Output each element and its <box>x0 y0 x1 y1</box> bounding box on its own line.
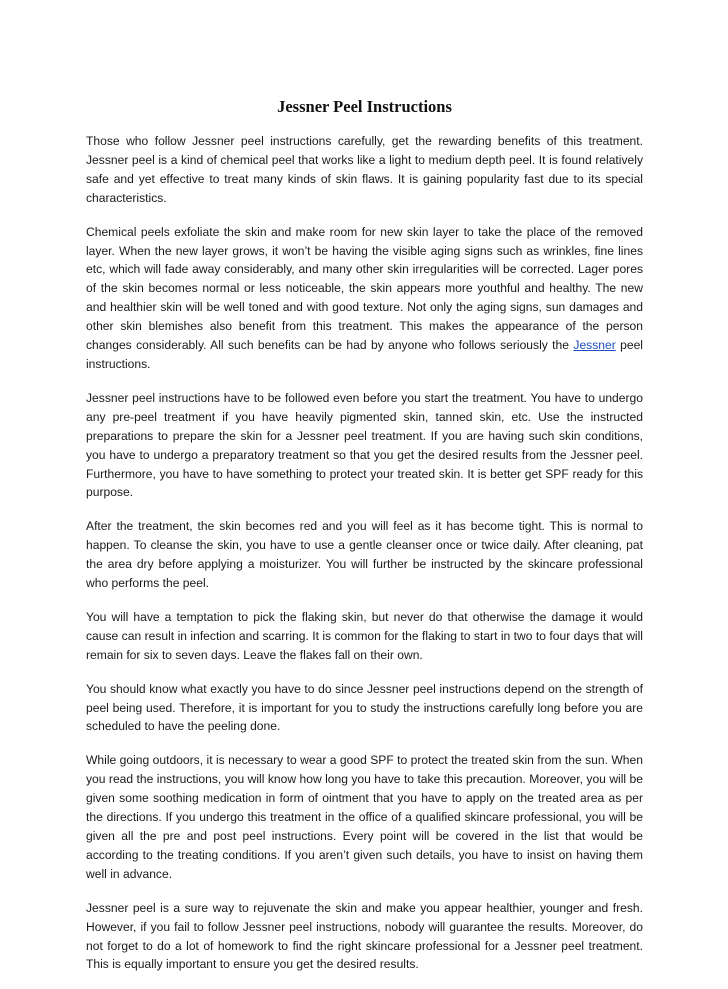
jessner-link[interactable]: Jessner <box>573 338 616 353</box>
paragraph-flaking: You will have a temptation to pick the flaking skin, but never do that otherwise the damage it would cause can result in infection and scarring. It is common for the flaking to start in two to four days that will remain for six to seven days. Leave the flakes fall on their own. <box>86 609 643 662</box>
paragraph-chemical-peels <box>86 223 643 374</box>
document-title: Jessner Peel Instructions <box>277 97 452 116</box>
paragraph-peel-strength: You should know what exactly you have to do since Jessner peel instructions depend on the strength of peel being used. Therefore, it is important for you to study the instructions carefully long before you are scheduled to have the peeling done. <box>86 681 643 734</box>
paragraph-text: Chemical peels exfoliate the skin and make room for new skin layer to take the place of the removed layer. When the new layer grows, it won’t be having the visible aging signs such as wrinkles, fine lines etc, which will fade away considerably, and many other skin irregularities will be corrected. Lager pores of the skin becomes normal or less noticeable, the skin appears more youthful and healthy. The new and healthier skin will be well toned and with good texture. Not only the aging signs, sun damages and other skin blemishes also benefit from this treatment. This makes the appearance of the person changes considerably. All such benefits can be had by anyone who follows seriously the <box>86 224 643 353</box>
paragraph-pre-treatment: Jessner peel instructions have to be followed even before you start the treatment. You have to undergo any pre-peel treatment if you have heavily pigmented skin, tanned skin, etc. Use the instructed preparations to prepare the skin for a Jessner peel treatment. If you are having such skin conditions, you have to undergo a preparatory treatment so that you get the desired results from the Jessner peel. Furthermore, you have to have something to protect your treated skin. It is better get SPF ready for this purpose. <box>86 390 643 500</box>
document-page <box>86 96 643 989</box>
paragraph-intro: Those who follow Jessner peel instructions carefully, get the rewarding benefits of this treatment. Jessner peel is a kind of chemical peel that works like a light to medium depth peel. It is found relatively safe and yet effective to treat many kinds of skin flaws. It is gaining popularity fast due to its special characteristics. <box>86 134 643 205</box>
paragraph-text: peel instructions. <box>86 338 643 371</box>
paragraph-outdoors-spf: While going outdoors, it is necessary to wear a good SPF to protect the treated skin from the sun. When you read the instructions, you will know how long you have to take this precaution. Moreover, you will be given some soothing medication in form of ointment that you have to apply on the treated area as per the directions. If you undergo this treatment in the office of a qualified skincare professional, you will be given all the pre and post peel instructions. Every point will be covered in the list that would be according to the treating conditions. If you aren’t given such details, you have to insist on having them well in advance. <box>86 753 643 881</box>
paragraph-after-treatment: After the treatment, the skin becomes red and you will feel as it has become tight. This is normal to happen. To cleanse the skin, you have to use a gentle cleanser once or twice daily. After cleaning, pat the area dry before applying a moisturizer. You will further be instructed by the skincare professional who performs the peel. <box>86 519 643 591</box>
paragraph-conclusion: Jessner peel is a sure way to rejuvenate the skin and make you appear healthier, younger and fresh. However, if you fail to follow Jessner peel instructions, nobody will guarantee the results. Moreover, do not forget to do a lot of homework to find the right skincare professional for a Jessner peel treatment. This is equally important to ensure you get the desired results. <box>86 900 643 972</box>
